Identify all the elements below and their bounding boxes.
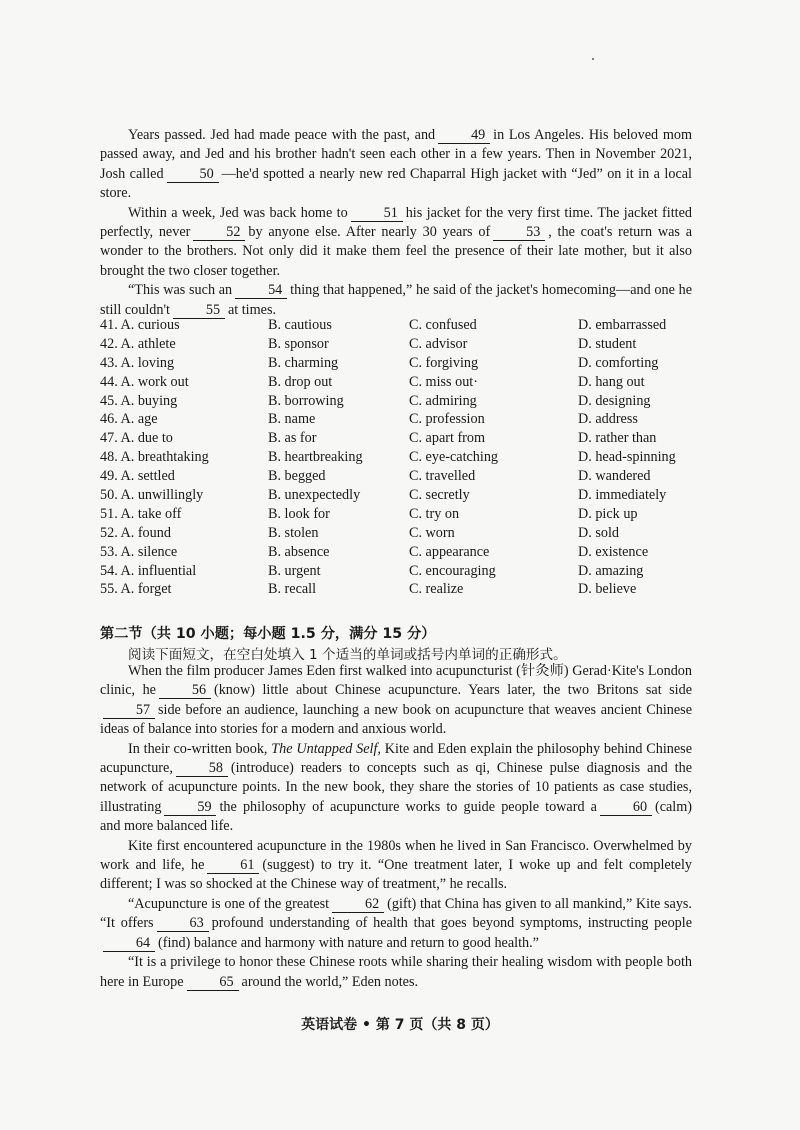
option-a: 43. A. loving [100,354,175,371]
blank-63: 63 [157,916,209,932]
option-row [100,581,700,600]
option-a: 41. A. curious [100,317,180,333]
text: Within a week, Jed was back home to [128,204,348,221]
section-instruction: 阅读下面短文，在空白处填入 1 个适当的单词或括号内单词的正确形式。 [128,647,567,663]
option-a: 49. A. settled [100,468,175,485]
text: (suggest) to try it. “One treatment later, I woke up and felt completely different; I was so shocked at the Chinese way of treatment,” he recalls. [100,857,692,893]
option-c: C. forgiving [409,354,479,371]
option-a: 53. A. silence [100,543,178,560]
option-a: 42. A. athlete [100,335,176,352]
option-a: 47. A. due to [100,430,173,447]
option-d: D. amazing [578,562,644,579]
option-b: B. name [268,411,316,428]
text: “This was such an [128,282,233,299]
blank-55: 55 [173,303,225,319]
text: Years passed. Jed had made peace with the past, and [128,127,436,143]
text: Kite first encountered acupuncture in the 1980s when he lived in San Francisco. Overwhelmed by work and life, he [100,837,692,874]
blank-50: 50 [167,167,219,183]
blank-53: 53 [493,225,545,241]
option-row [100,525,700,544]
paragraph [100,126,692,204]
option-b: B. urgent [268,562,321,579]
text: at times. [227,301,277,318]
blank-64: 64 [103,936,155,952]
option-b: B. borrowing [268,392,344,409]
paragraph [100,281,692,320]
option-c: C. appearance [409,543,490,560]
option-a: 51. A. take off [100,505,182,522]
text: (know) little about Chinese acupuncture. Years later, the two Britons sat side [213,682,693,699]
text: When the film producer James Eden first walked into acupuncturist (针灸师) Gerad·Kite's London clinic, he [100,663,692,699]
option-row [100,449,700,468]
option-d: D. designing [578,392,651,409]
option-b: B. charming [268,354,339,371]
text: (find) balance and harmony with nature and return to good health.” [158,934,539,951]
paragraph [100,204,692,282]
option-row [100,317,700,336]
option-a: 44. A. work out [100,373,189,390]
option-b: B. as for [268,430,317,447]
blank-52: 52 [193,225,245,241]
option-c: C. eye-catching [409,449,499,466]
option-d: D. comforting [578,354,659,371]
option-a: 52. A. found [100,524,171,541]
option-row [100,411,700,430]
option-c: C. encouraging [409,562,496,579]
option-c: C. realize [409,581,464,598]
blank-54: 54 [235,283,287,299]
option-row [100,487,700,506]
text: around the world,” Eden notes. [241,973,419,990]
option-b: B. begged [268,468,326,485]
option-d: D. address [578,411,638,428]
grammar-fill-passage [100,662,692,992]
option-row [100,374,700,393]
option-row [100,430,700,449]
option-row [100,468,700,487]
option-b: B. recall [268,581,317,598]
text: (gift) that China has given to all mankind,” Kite says. “It offers [100,895,692,932]
option-c: C. miss out· [409,373,478,390]
option-b: B. heartbreaking [268,449,363,466]
blank-61: 61 [207,858,259,874]
blank-56: 56 [159,683,211,699]
text: —he'd spotted a nearly new red Chaparral High jacket with “Jed” on it in a local store. [100,165,692,202]
paragraph [100,740,692,837]
option-d: D. existence [578,543,649,560]
option-row [100,506,700,525]
text: Kite and Eden explain the philosophy behind Chinese acupuncture, [100,740,693,777]
blank-49: 49 [438,128,490,144]
option-d: D. pick up [578,505,638,522]
cloze-passage-part [100,126,692,320]
blank-58: 58 [176,761,228,777]
text: In their co-written book, [128,740,268,757]
blank-51: 51 [351,206,403,222]
text: , the coat's return was a wonder to the brothers. Not only did it make them feel the presence of their late mother, but it also brought the two closer together. [100,224,692,279]
blank-60: 60 [600,800,652,816]
paragraph [100,895,692,953]
speck-mark [592,58,594,60]
text: his jacket for the very first time. The jacket fitted perfectly, never [100,204,692,241]
text: “Acupuncture is one of the greatest [128,895,330,912]
option-c: C. profession [409,411,485,428]
answer-options [100,317,700,600]
text: side before an audience, launching a new book on acupuncture that weaves ancient Chinese ideas of balance into stories for a modern and anxious world. [100,701,692,738]
text: (calm) and more balanced life. [100,798,692,835]
text: the philosophy of acupuncture works to guide people toward a [219,798,597,815]
option-d: D. head-spinning [578,449,676,466]
paragraph [100,662,692,740]
option-row [100,544,700,563]
option-b: B. sponsor [268,335,329,352]
text: by anyone else. After nearly 30 years of [248,224,491,241]
option-c: C. secretly [409,487,470,504]
option-d: D. student [578,335,637,352]
book-title: The Untapped Self, [271,740,381,757]
option-row [100,563,700,582]
option-b: B. absence [268,543,330,560]
section-heading: 第二节（共 10 小题；每小题 1.5 分，满分 15 分） [100,626,436,642]
option-row [100,393,700,412]
blank-65: 65 [187,975,239,991]
option-row [100,336,700,355]
text: (introduce) readers to concepts such as qi, Chinese pulse diagnosis and the network of acupuncture points. In the new book, they share the stories of 10 patients as case studies, illustrating [100,760,692,815]
option-a: 54. A. influential [100,562,197,579]
text: in Los Angeles. His beloved mom passed away, and Jed and his brother hadn't seen each other in a few years. Then in November 2021, Josh called [100,127,692,182]
option-c: C. try on [409,505,460,522]
option-d: D. hang out [578,373,645,390]
option-d: D. rather than [578,430,657,447]
paragraph [100,837,692,895]
option-a: 45. A. buying [100,392,178,409]
option-a: 46. A. age [100,411,158,428]
option-b: B. drop out [268,373,333,390]
page-footer: 英语试卷 • 第 7 页（共 8 页） [301,1017,499,1033]
option-d: D. wandered [578,468,651,485]
option-d: D. sold [578,524,619,541]
option-b: B. unexpectedly [268,487,361,504]
option-d: D. immediately [578,487,667,504]
option-a: 55. A. forget [100,581,172,598]
text: thing that happened,” he said of the jacket's homecoming—and one he still couldn't [100,282,692,318]
text: profound understanding of health that goes beyond symptoms, instructing people [211,915,693,932]
option-c: C. worn [409,524,455,541]
option-a: 50. A. unwillingly [100,487,204,504]
option-c: C. travelled [409,468,476,485]
option-b: B. cautious [268,317,332,333]
option-d: D. embarrassed [578,317,667,333]
paragraph [100,953,692,992]
option-a: 48. A. breathtaking [100,449,209,466]
option-c: C. confused [409,317,477,333]
option-c: C. advisor [409,335,468,352]
option-c: C. admiring [409,392,477,409]
blank-59: 59 [164,800,216,816]
option-d: D. believe [578,581,637,598]
option-b: B. look for [268,505,330,522]
option-row [100,355,700,374]
text: “It is a privilege to honor these Chinese roots while sharing their healing wisdom with people both here in Europe [100,954,692,990]
option-b: B. stolen [268,524,319,541]
blank-62: 62 [332,897,384,913]
blank-57: 57 [103,703,155,719]
option-c: C. apart from [409,430,486,447]
